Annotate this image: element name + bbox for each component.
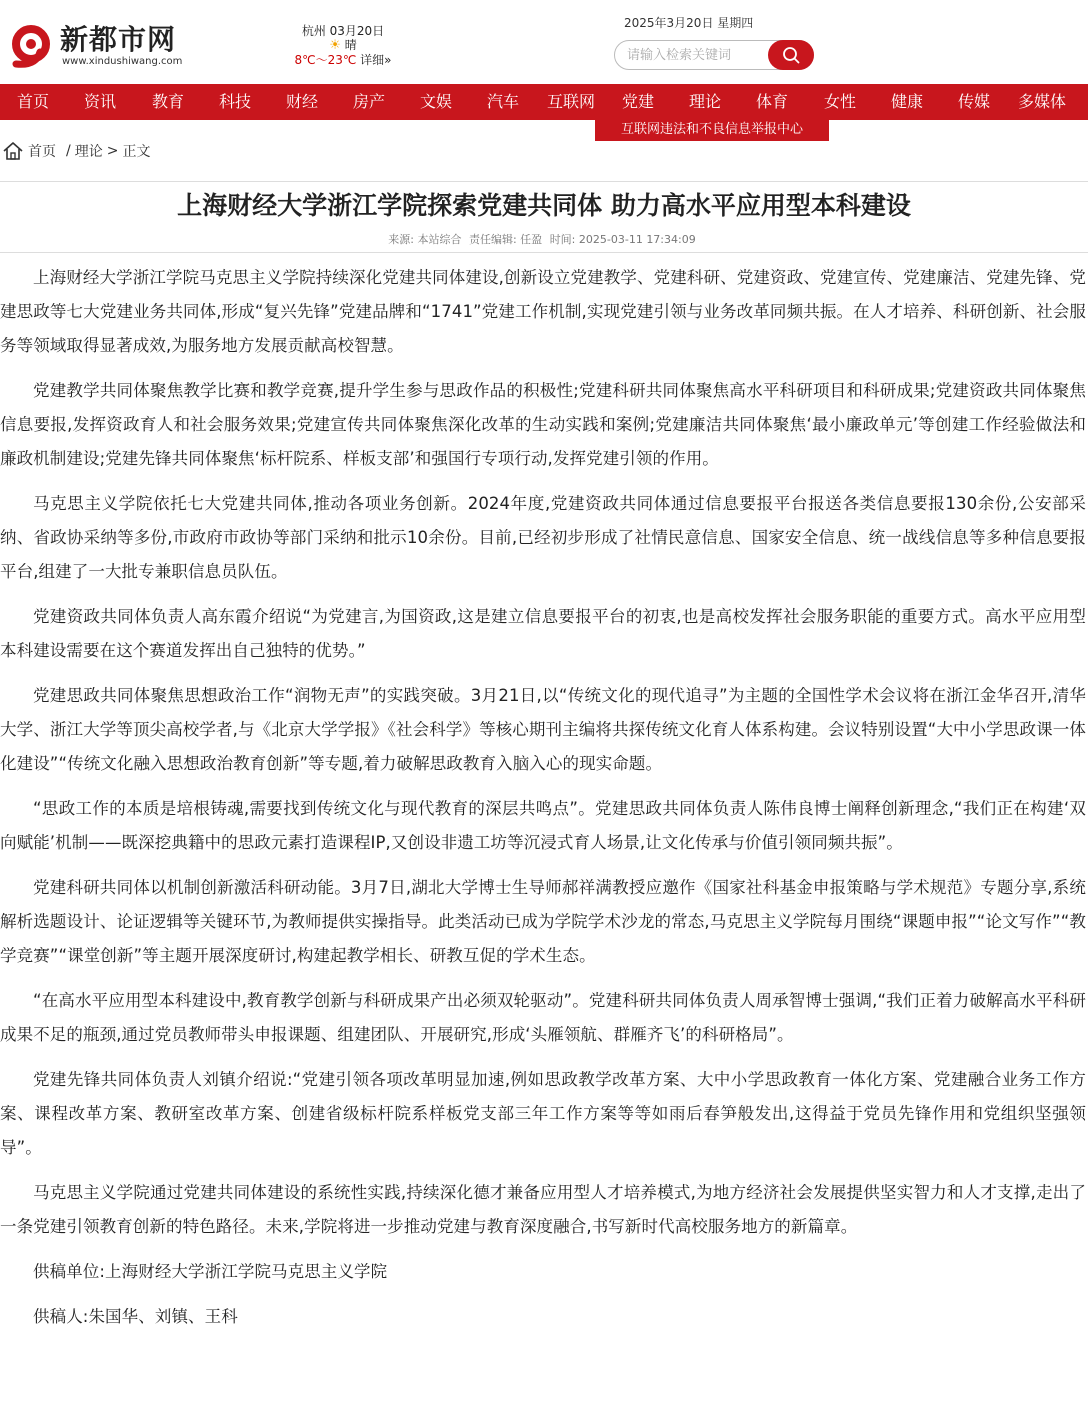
weather-detail-link[interactable]: 详细» (360, 53, 392, 67)
nav-item-internet[interactable]: 互联网 (547, 92, 596, 111)
site-name: 新都市网 (60, 23, 177, 56)
report-center-link[interactable]: 互联网违法和不良信息举报中心 (595, 119, 829, 141)
article-editor: 责任编辑: 任盈 (468, 233, 543, 246)
sun-icon: ☀ (329, 38, 341, 53)
breadcrumb-separator: > (106, 143, 119, 159)
article-contributors: 供稿人:朱国华、刘镇、王科 (33, 1307, 238, 1326)
nav-item-home[interactable]: 首页 (17, 92, 50, 111)
nav-item-party[interactable]: 党建 (622, 92, 655, 111)
breadcrumb-current: 正文 (122, 144, 151, 160)
site-header (0, 0, 1088, 84)
current-date: 2025年3月20日 星期四 (624, 16, 754, 30)
divider (0, 252, 1088, 253)
nav-item-education[interactable]: 教育 (152, 92, 185, 111)
article-paragraph: “思政工作的本质是培根铸魂,需要找到传统文化与现代教育的深层共鸣点”。党建思政共同体负责人陈伟良博士阐释创新理念,“我们正在构建‘双向赋能’机制——既深挖典籍中的思政元素打造课程IP,又创设非遗工坊等沉浸式育人场景,让文化传承与价值引领同频共振”。 (0, 799, 1086, 852)
article-body (0, 261, 1086, 1345)
nav-item-realestate[interactable]: 房产 (353, 92, 386, 111)
article-source: 来源: 本站综合 (388, 233, 462, 246)
divider (0, 181, 1088, 182)
nav-item-theory[interactable]: 理论 (689, 92, 722, 111)
article-paragraph: 党建教学共同体聚焦教学比赛和教学竞赛,提升学生参与思政作品的积极性;党建科研共同体聚焦高水平科研项目和科研成果;党建资政共同体聚焦信息要报,发挥资政育人和社会服务效果;党建宣传共同体聚焦深化改革的生动实践和案例;党建廉洁共同体聚焦‘最小廉政单元’等创建工作经验做法和廉政机制建设;党建先锋共同体聚焦‘标杆院系、样板支部’和强国行专项行动,发挥党建引领的作用。 (0, 381, 1086, 468)
article-paragraph: 党建先锋共同体负责人刘镇介绍说:“党建引领各项改革明显加速,例如思政教学改革方案、大中小学思政教育一体化方案、党建融合业务工作方案、课程改革方案、教研室改革方案、创建省级标杆院系样板党支部三年工作方案等等如雨后春笋般发出,这得益于党员先锋作用和党组织坚强领导”。 (0, 1070, 1086, 1157)
article-paragraph: 党建科研共同体以机制创新激活科研动能。3月7日,湖北大学博士生导师郝祥满教授应邀作《国家社科基金申报策略与学术规范》专题分享,系统解析选题设计、论证逻辑等关键环节,为教师提供实操指导。此类活动已成为学院学术沙龙的常态,马克思主义学院每月围绕“课题申报”“论文写作”“教学竞赛”“课堂创新”等主题开展深度研讨,构建起教学相长、研教互促的学术生态。 (0, 878, 1086, 965)
search-box (614, 40, 814, 70)
weather-widget (288, 24, 398, 67)
search-button[interactable] (768, 40, 814, 70)
article-contributor-unit: 供稿单位:上海财经大学浙江学院马克思主义学院 (33, 1262, 388, 1281)
main-nav (0, 84, 1088, 120)
breadcrumb-separator: / (66, 143, 71, 159)
search-icon (781, 45, 801, 65)
article-paragraph: 上海财经大学浙江学院马克思主义学院持续深化党建共同体建设,创新设立党建教学、党建科研、党建资政、党建宣传、党建廉洁、党建先锋、党建思政等七大党建业务共同体,形成“复兴先锋”党建品牌和“1741”党建工作机制,实现党建引领与业务改革同频共振。在人才培养、科研创新、社会服务等领域取得显著成效,为服务地方发展贡献高校智慧。 (0, 268, 1086, 355)
article-meta (0, 231, 1088, 247)
nav-item-sports[interactable]: 体育 (756, 92, 789, 111)
weather-city-date: 杭州 03月20日 (301, 24, 385, 38)
nav-item-news[interactable]: 资讯 (84, 92, 117, 111)
nav-item-health[interactable]: 健康 (891, 92, 924, 111)
nav-item-auto[interactable]: 汽车 (487, 92, 520, 111)
nav-item-multimedia[interactable]: 多媒体 (1018, 92, 1067, 111)
breadcrumb-home[interactable]: 首页 (28, 144, 56, 160)
weather-temp: 8℃～23℃ (294, 53, 357, 67)
article-time: 时间: 2025-03-11 17:34:09 (549, 233, 696, 246)
article-paragraph: 马克思主义学院通过党建共同体建设的系统性实践,持续深化德才兼备应用型人才培养模式,为地方经济社会发展提供坚实智力和人才支撑,走出了一条党建引领教育创新的特色路径。未来,学院将进一步推动党建与教育深度融合,书写新时代高校服务地方的新篇章。 (0, 1183, 1086, 1236)
nav-item-entertainment[interactable]: 文娱 (420, 92, 453, 111)
home-icon (2, 140, 24, 162)
breadcrumb-section[interactable]: 理论 (74, 144, 103, 160)
article-paragraph: 党建资政共同体负责人高东霞介绍说“为党建言,为国资政,这是建立信息要报平台的初衷,也是高校发挥社会服务职能的重要方式。高水平应用型本科建设需要在这个赛道发挥出自己独特的优势。” (0, 607, 1086, 660)
site-logo[interactable] (6, 22, 198, 70)
nav-item-tech[interactable]: 科技 (219, 92, 252, 111)
article-title: 上海财经大学浙江学院探索党建共同体 助力高水平应用型本科建设 (177, 191, 911, 220)
nav-item-media[interactable]: 传媒 (958, 92, 991, 111)
logo-mark-icon (10, 24, 56, 68)
article-paragraph: 马克思主义学院依托七大党建共同体,推动各项业务创新。2024年度,党建资政共同体通过信息要报平台报送各类信息要报130余份,公安部采纳、省政协采纳等多份,市政府市政协等部门采纳和批示10余份。目前,已经初步形成了社情民意信息、国家安全信息、统一战线信息等多种信息要报平台,组建了一大批专兼职信息员队伍。 (0, 494, 1086, 581)
breadcrumb (2, 140, 150, 162)
nav-item-women[interactable]: 女性 (824, 92, 857, 111)
nav-item-finance[interactable]: 财经 (286, 92, 319, 111)
site-url: www.xindushiwang.com (62, 56, 183, 67)
article-paragraph: “在高水平应用型本科建设中,教育教学创新与科研成果产出必须双轮驱动”。党建科研共同体负责人周承智博士强调,“我们正着力破解高水平科研成果不足的瓶颈,通过党员教师带头申报课题、组建团队、开展研究,形成‘头雁领航、群雁齐飞’的科研格局”。 (0, 991, 1086, 1044)
weather-condition: 晴 (344, 38, 357, 52)
article-paragraph: 党建思政共同体聚焦思想政治工作“润物无声”的实践突破。3月21日,以“传统文化的现代追寻”为主题的全国性学术会议将在浙江金华召开,清华大学、浙江大学等顶尖高校学者,与《北京大学学报》《社会科学》等核心期刊主编将共探传统文化育人体系构建。会议特别设置“大中小学思政课一体化建设”“传统文化融入思想政治教育创新”等专题,着力破解思政教育入脑入心的现实命题。 (0, 686, 1086, 773)
